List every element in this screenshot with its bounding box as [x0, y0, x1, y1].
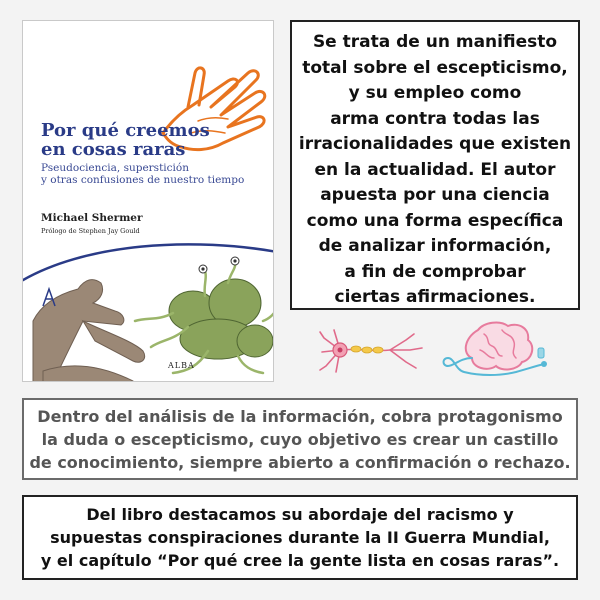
book-subtitle: [41, 162, 271, 186]
description-line: ciertas afirmaciones.: [334, 287, 536, 307]
highlights-line: supuestas conspiraciones durante la II Guerra Mundial,: [50, 528, 550, 547]
description-box: [290, 20, 580, 310]
analysis-box: [22, 398, 578, 480]
description-line: como una forma específica: [306, 210, 564, 231]
description-line: total sobre el escepticismo,: [302, 57, 568, 78]
book-cover: [22, 20, 274, 382]
highlights-line: Del libro destacamos su abordaje del racismo y: [86, 505, 514, 524]
neuron-icon: [318, 320, 426, 380]
analysis-line: Dentro del análisis de la información, cobra protagonismo: [37, 407, 563, 426]
analysis-line: la duda o escepticismo, cuyo objetivo es crear un castillo: [41, 430, 559, 449]
description-line: a fin de comprobar: [344, 261, 526, 282]
book-subtitle-line: Pseudociencia, superstición: [41, 162, 189, 174]
description-line: en la actualidad. El autor: [314, 159, 556, 180]
hand-icon: [23, 21, 274, 382]
book-title-line: Por qué creemos: [41, 120, 210, 141]
book-publisher: ALBA: [168, 361, 195, 370]
highlights-box: [22, 495, 578, 580]
book-author: Michael Shermer: [41, 212, 143, 224]
brain-icon: [440, 318, 552, 382]
description-line: irracionalidades que existen: [298, 134, 572, 154]
highlights-line: y el capítulo “Por qué cree la gente lista en cosas raras”.: [40, 551, 560, 570]
description-line: arma contra todas las: [330, 108, 540, 129]
analysis-line: de conocimiento, siempre abierto a confirmación o rechazo.: [29, 453, 571, 472]
book-subtitle-line: y otras confusiones de nuestro tiempo: [41, 174, 245, 186]
book-title: [41, 121, 271, 159]
description-line: apuesta por una ciencia: [320, 185, 550, 205]
book-title-line: en cosas raras: [41, 139, 186, 160]
description-line: de analizar información,: [318, 236, 552, 256]
description-line: y su empleo como: [348, 83, 522, 103]
description-line: Se trata de un manifiesto: [312, 32, 558, 52]
book-prologue: Prólogo de Stephen Jay Gould: [41, 227, 140, 235]
